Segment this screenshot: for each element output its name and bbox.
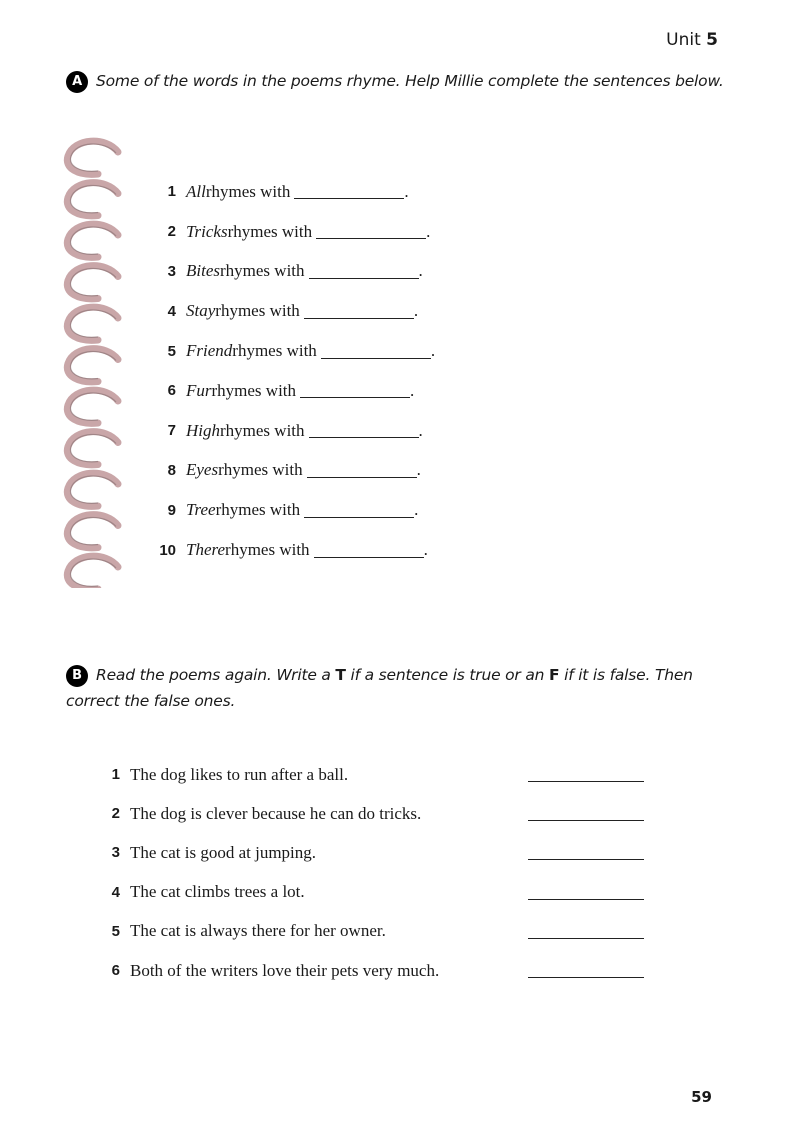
answer-blank[interactable] [307,463,417,478]
rhyme-item [150,411,435,451]
item-end: . [418,420,423,440]
rhymes-with-text: rhymes with [232,341,317,361]
rhyme-item [150,252,435,292]
item-number: 1 [111,766,120,784]
rhymes-with-text: rhymes with [220,420,305,440]
item-number: 7 [167,422,176,440]
section-b-instruction-pre: Read the poems again. Write a [96,666,336,684]
item-number: 5 [111,922,120,940]
answer-blank[interactable] [314,543,424,558]
rhyme-item [150,172,435,212]
rhyme-item [150,212,435,252]
item-end: . [418,261,423,281]
notebook-rings [56,128,136,588]
item-end: . [426,221,431,241]
rhyme-item [150,530,435,570]
ring-icon [67,515,118,548]
true-false-item [104,755,664,794]
statement-text: The dog is clever because he can do tricks. [130,803,422,823]
page-number: 59 [691,1088,712,1106]
item-number: 5 [167,342,176,360]
rhyme-word: Tricks [186,221,228,241]
section-b-badge: B [66,665,88,687]
section-b-instruction-post: if it is false. Then correct the false ones. [66,666,693,710]
item-number: 2 [111,805,120,823]
section-b-list [104,755,664,990]
item-end: . [404,181,409,201]
rhymes-with-text: rhymes with [225,540,310,560]
rhymes-with-text: rhymes with [215,500,301,520]
answer-line[interactable] [528,924,644,939]
rhyme-item [150,371,435,411]
answer-blank[interactable] [304,503,414,518]
rhyme-item [150,451,435,491]
ring-icon [67,183,118,216]
statement-text: Both of the writers love their pets very much. [130,960,440,980]
rhyme-word: Eyes [186,460,219,480]
true-false-item [104,951,664,990]
item-end: . [416,460,421,480]
rhyme-item [150,490,435,530]
item-number: 1 [167,183,176,201]
item-number: 6 [111,962,120,980]
ring-icon [67,473,118,506]
item-end: . [423,540,428,560]
section-a-instruction-text: Some of the words in the poems rhyme. Help Millie complete the sentences below. [96,72,724,90]
answer-blank[interactable] [300,383,410,398]
answer-line[interactable] [528,767,644,782]
section-b-instruction-mid: if a sentence is true or an [345,666,549,684]
statement-text: The cat climbs trees a lot. [130,882,305,902]
ring-icon [67,141,118,174]
rhyme-word: There [186,540,226,560]
rhyme-word: Bites [186,261,220,281]
item-end: . [410,380,415,400]
item-number: 4 [167,302,176,320]
rhymes-with-text: rhymes with [227,221,313,241]
statement-text: The dog likes to run after a ball. [130,764,349,784]
answer-blank[interactable] [321,344,431,359]
item-number: 2 [167,223,176,241]
ring-icon [67,224,118,257]
item-end: . [430,341,436,361]
true-false-item [104,833,664,872]
rhyme-word: High [186,420,220,440]
item-number: 10 [159,541,176,559]
statement-text: The cat is always there for her owner. [130,921,386,941]
ring-icon [67,432,118,465]
rhyme-word: Friend [186,341,233,361]
ring-icon [67,556,118,588]
rhymes-with-text: rhymes with [215,301,300,321]
item-number: 3 [167,262,176,280]
answer-line[interactable] [528,885,644,900]
answer-line[interactable] [528,963,644,978]
item-number: 6 [167,382,176,400]
answer-blank[interactable] [309,423,419,438]
section-a-instruction [66,68,766,94]
true-false-item [104,873,664,912]
item-number: 8 [167,461,176,479]
item-number: 4 [111,883,120,901]
item-number: 9 [167,501,176,519]
rhyme-word: Tree [186,500,216,520]
rhyme-word: All [186,181,206,201]
ring-icon [67,307,118,340]
item-end: . [414,500,419,520]
ring-icon [67,390,118,423]
rhymes-with-text: rhymes with [211,380,297,400]
rhymes-with-text: rhymes with [205,181,291,201]
answer-line[interactable] [528,845,644,860]
true-false-item [104,794,664,833]
section-a-badge: A [66,71,88,93]
answer-blank[interactable] [316,224,426,239]
rhyme-item [150,331,435,371]
unit-heading [666,30,718,50]
answer-line[interactable] [528,806,644,821]
rhyme-word: Fur [186,380,212,400]
ring-icon [67,266,118,299]
rhymes-with-text: rhymes with [220,261,305,281]
item-end: . [413,301,419,321]
rhymes-with-text: rhymes with [218,460,303,480]
ring-icon [67,349,118,382]
true-false-item [104,912,664,951]
unit-label: Unit [666,30,701,50]
answer-blank[interactable] [294,184,404,199]
letter-t: T [335,666,346,684]
section-b-instruction [66,662,746,714]
item-number: 3 [111,844,120,862]
statement-text: The cat is good at jumping. [130,842,317,862]
unit-number: 5 [706,30,718,50]
answer-blank[interactable] [309,264,419,279]
section-a-list [150,172,435,570]
rhyme-item [150,291,435,331]
answer-blank[interactable] [304,304,414,319]
rhyme-word: Stay [186,301,216,321]
letter-f: F [548,666,560,684]
